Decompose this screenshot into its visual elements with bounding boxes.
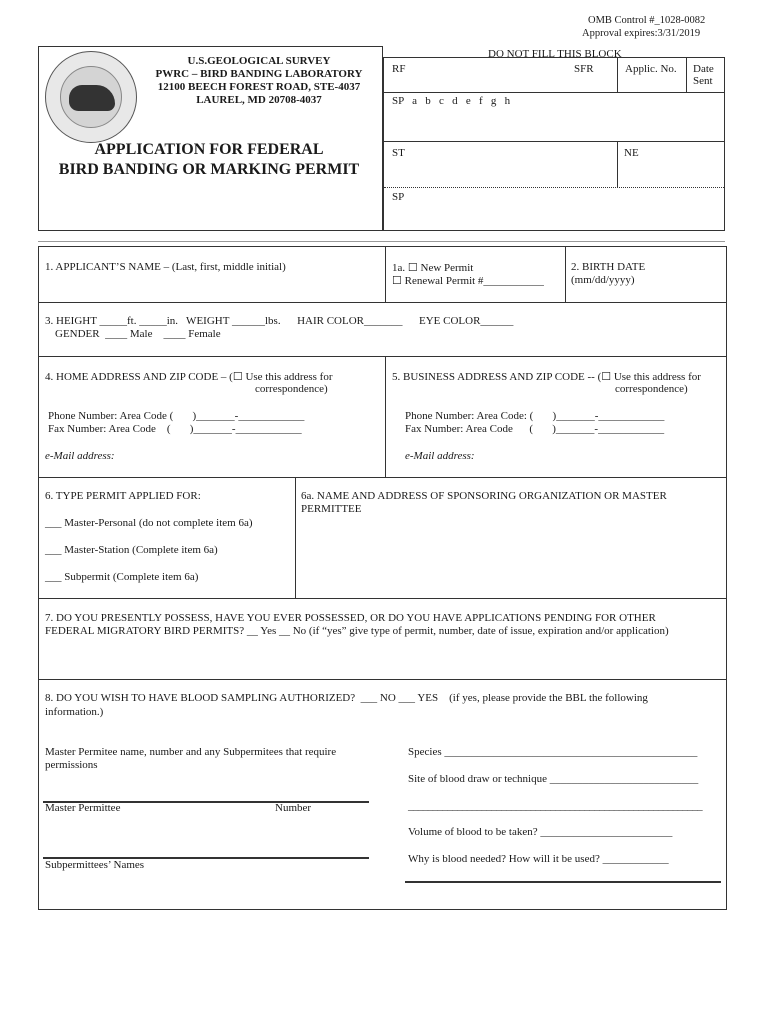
- physical-description-line: 3. HEIGHT _____ft. _____in. WEIGHT ______lbs. HAIR COLOR_______ EYE COLOR______: [45, 315, 514, 327]
- sfr-label: SFR: [574, 63, 594, 75]
- species-field[interactable]: Species ______________________________________________: [408, 746, 698, 758]
- agency-header-box: [38, 46, 383, 231]
- business-email-field[interactable]: e-Mail address:: [405, 450, 475, 462]
- omb-control-number: OMB Control #_1028-0082: [588, 15, 706, 26]
- birth-date-label: 2. BIRTH DATE: [571, 261, 646, 273]
- other-permits-question: 7. DO YOU PRESENTLY POSSESS, HAVE YOU EVER POSSESSED, OR DO YOU HAVE APPLICATIONS PENDING FOR OTHER: [45, 612, 656, 624]
- home-phone-field[interactable]: Phone Number: Area Code ( )_______-____________: [48, 410, 305, 422]
- new-permit-checkbox[interactable]: 1a. ☐ New Permit: [392, 262, 474, 274]
- date-sent-label: Date: [693, 63, 714, 75]
- agency-city: LAUREL, MD 20708-4037: [196, 94, 322, 106]
- sponsoring-org-label: 6a. NAME AND ADDRESS OF SPONSORING ORGANIZATION OR MASTER: [301, 490, 667, 502]
- office-block-heading: DO NOT FILL THIS BLOCK: [488, 48, 622, 60]
- master-permittee-label: Master Permittee: [45, 802, 121, 814]
- agency-name: U.S.GEOLOGICAL SURVEY: [187, 55, 331, 67]
- agency-lab: PWRC – BIRD BANDING LABORATORY: [155, 68, 363, 80]
- business-phone-field[interactable]: Phone Number: Area Code: ( )_______-____________: [405, 410, 665, 422]
- renewal-permit-checkbox[interactable]: ☐ Renewal Permit #___________: [392, 275, 544, 287]
- applicant-name-label: 1. APPLICANT’S NAME – (Last, first, middle initial): [45, 261, 286, 273]
- business-address-label: 5. BUSINESS ADDRESS AND ZIP CODE -- (☐ Use this address for: [392, 371, 701, 383]
- form-title-line1: APPLICATION FOR FEDERAL: [94, 141, 324, 158]
- home-address-label: 4. HOME ADDRESS AND ZIP CODE – (☐ Use this address for: [45, 371, 333, 383]
- master-permitee-instructions: Master Permitee name, number and any Subpermitees that require: [45, 746, 337, 758]
- subpermit-option[interactable]: ___ Subpermit (Complete item 6a): [45, 571, 199, 583]
- home-email-field[interactable]: e-Mail address:: [45, 450, 115, 462]
- number-label: Number: [275, 802, 312, 814]
- blood-purpose-field[interactable]: Why is blood needed? How will it be used? ____________: [408, 853, 669, 865]
- gender-line: GENDER ____ Male ____ Female: [55, 328, 221, 340]
- approval-expiration: Approval expires:3/31/2019: [582, 28, 701, 39]
- applic-no-label: Applic. No.: [625, 63, 677, 75]
- business-fax-field[interactable]: Fax Number: Area Code ( )_______-____________: [405, 423, 665, 435]
- blood-volume-field[interactable]: Volume of blood to be taken? ________________________: [408, 826, 673, 838]
- ne-label: NE: [624, 147, 639, 159]
- form-title-line2: BIRD BANDING OR MARKING PERMIT: [58, 161, 360, 178]
- blood-sampling-question: 8. DO YOU WISH TO HAVE BLOOD SAMPLING AUTHORIZED? ___ NO ___ YES (if yes, please provide the BBL the following: [45, 692, 648, 704]
- blood-draw-site-field[interactable]: Site of blood draw or technique ___________________________: [408, 773, 699, 785]
- permit-type-label: 6. TYPE PERMIT APPLIED FOR:: [45, 490, 201, 502]
- home-fax-field[interactable]: Fax Number: Area Code ( )_______-____________: [48, 423, 302, 435]
- sp-letters: SP a b c d e f g h: [392, 95, 511, 107]
- blank-line-field[interactable]: ____________________________________________________________: [408, 800, 703, 812]
- master-personal-option[interactable]: ___ Master-Personal (do not complete item 6a): [45, 517, 253, 529]
- department-of-interior-seal: [45, 51, 137, 143]
- bison-icon: [69, 85, 115, 111]
- office-use-block: RF SFR Applic. No. Date Sent SP a b c d e f g h ST NE SP: [383, 57, 725, 231]
- rf-label: RF: [392, 63, 406, 75]
- st-label: ST: [392, 147, 405, 159]
- sp2-label: SP: [392, 191, 405, 203]
- master-station-option[interactable]: ___ Master-Station (Complete item 6a): [45, 544, 218, 556]
- agency-address: 12100 BEECH FOREST ROAD, STE-4037: [157, 81, 361, 93]
- subpermittees-label: Subpermittees’ Names: [45, 859, 145, 871]
